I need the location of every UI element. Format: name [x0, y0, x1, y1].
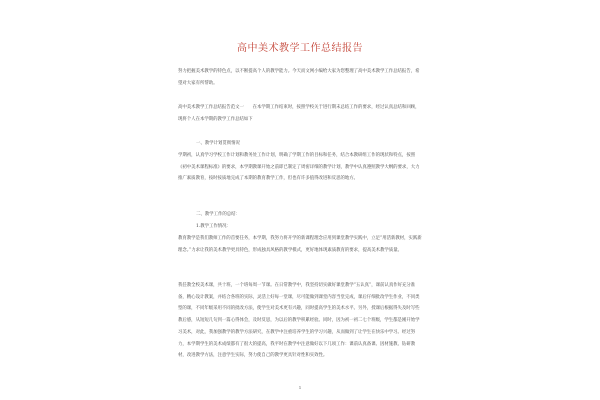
- intro-paragraph: 努力把握美术教学的特色点，以不断提高个人的教学能力。今天而文网小编给大家为您整理了高中美术教学工作总结报告，希望对大家有所帮助。: [178, 69, 420, 86]
- section-heading-1: 一、教学计划贯彻情况: [196, 141, 240, 146]
- document-title: 高中美术教学工作总结报告: [237, 43, 363, 54]
- subsection-heading-1: 1.教学工作情况：: [196, 224, 231, 229]
- page-number: 1: [298, 385, 302, 390]
- paragraph-7: 教育教学是我们教师工作的首要任务，本学期，我努力将开学的新课程理念应用到课堂教学实践中，立足“用活新教材，实践新理念。”力求让我的美术教学更具特色，形成独具风格的教学模式，更好地体现素质教育的要求，提高美术教学质量。: [178, 236, 422, 253]
- paragraph-2: 高中美术教学工作总结报告范文一 在本学期工作结束时，按照学校关于进行期末总结工作的要求，经过认真总结和回顾，现将个人在本学期的教学工作总结如下: [178, 105, 420, 122]
- paragraph-4: 学期初，认真学习学校工作计划和教务处工作计划，明确了学期工作的目标和任务，结合本教研组工作的现状和特点，按照《初中美术课程标准》的要求，本学期教课开始之前即已制定了周密详细的教学计划，教学中认真遵照教学大纲的要求，大力推广素质教育，按时按质地完成了本期的教育教学工作，但也有许多值得改进和反思的地方。: [178, 153, 420, 182]
- section-heading-2: 二、教学工作的总结：: [196, 212, 240, 217]
- paragraph-8: 我任教全校美术课，共十班，一个班每周一节课。在日常教学中，我坚持切实做好课堂教学“五认真”，课前认真作好充分准备，精心设计教案，并结合各班的实际，灵活上好每一堂课，尽可能做到课堂内容当堂完成，课后仔细批改学生作业，不同类型的课，不同年级采用不同的批改方法，使学生对美术更有兴趣，同时提高学生的美术水平。另外，授课后根据得失及时写些教后感，从短短几句到一篇心得体会，及时反思，为以后的教学积累经验。同时，因为初一初二七个班级，学生都是刚开始学习美术，对此，我加强教学的教学方法研究，在教学中注重培养学生的学习兴趣，从而做到了让学生在快乐中学习。经过努力，本学期学生的美术成绩都有了很大的提高，我平时在教学中注意做好以下几项工作：课前认真备课、因材施教、钻研教材，改进教学方法，注意学生实际，努力使自己的教学更具针对性和实效性。: [178, 283, 420, 359]
